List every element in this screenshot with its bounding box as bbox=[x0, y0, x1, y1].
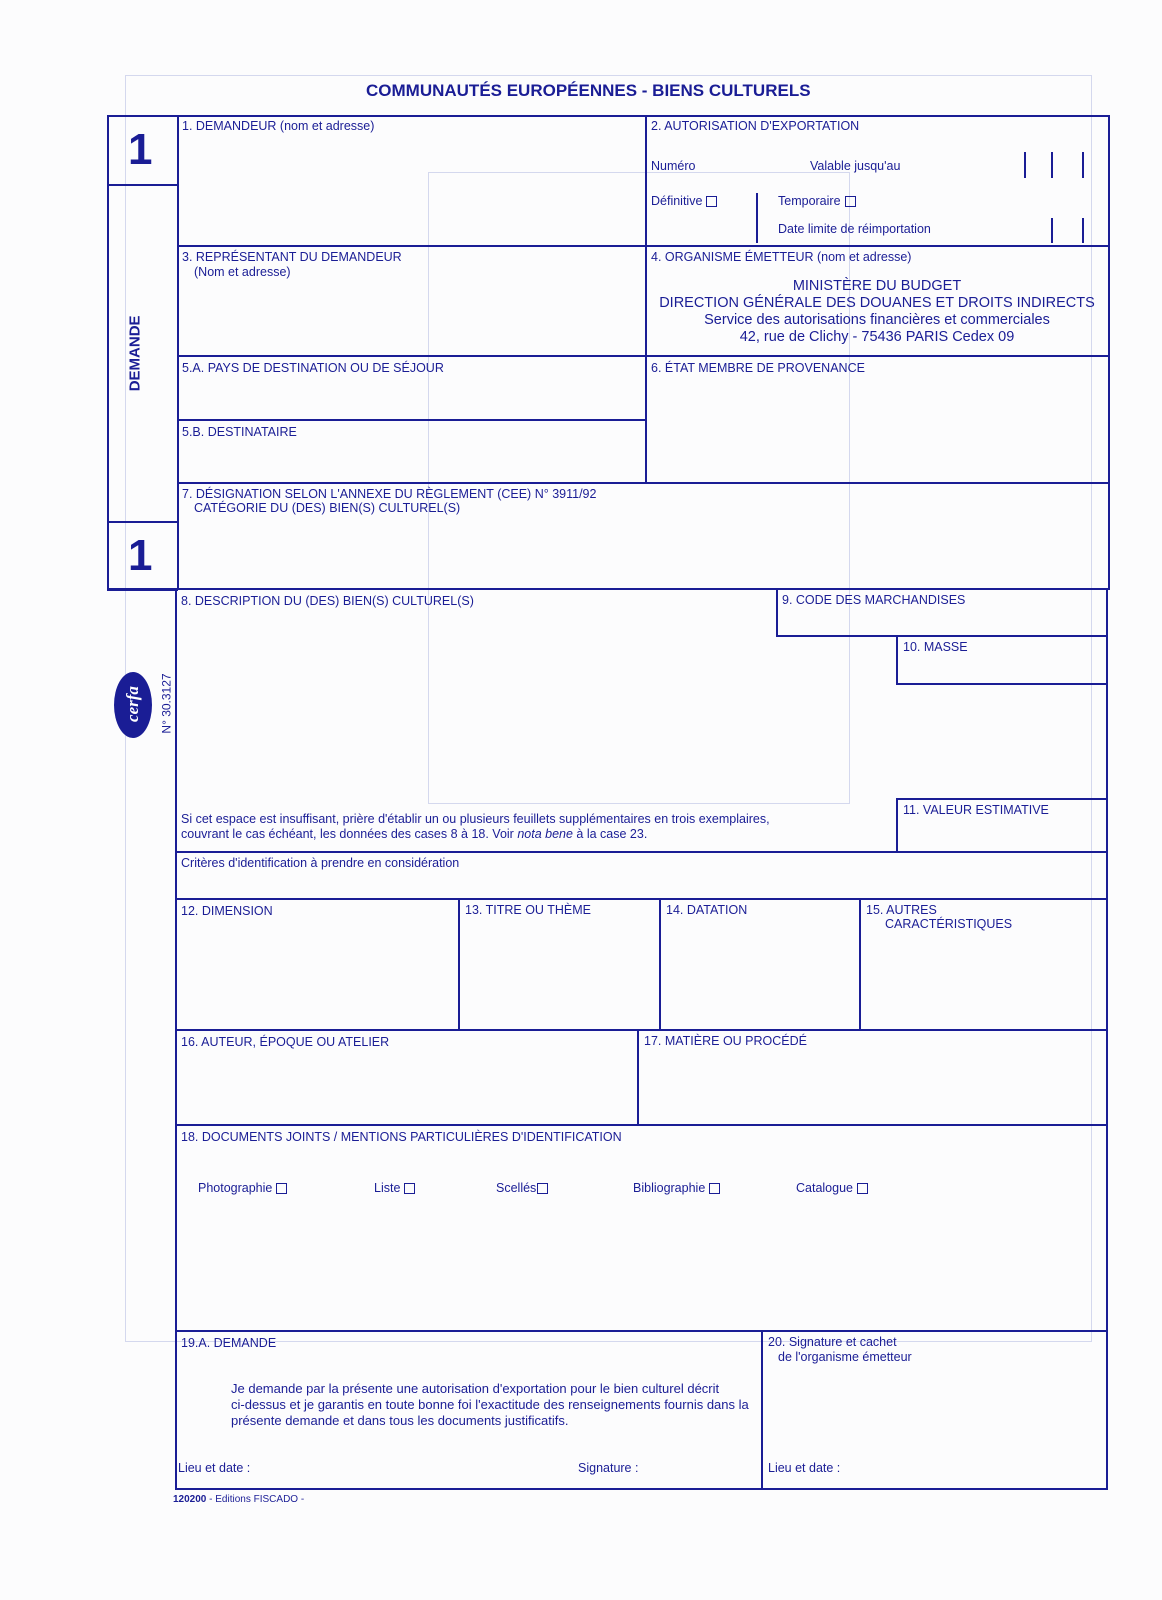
checkbox-icon bbox=[857, 1183, 868, 1194]
box3-label: 3. REPRÉSENTANT DU DEMANDEUR bbox=[182, 250, 402, 264]
box8-label: 8. DESCRIPTION DU (DES) BIEN(S) CULTUREL(S) bbox=[181, 594, 474, 608]
box9-label: 9. CODE DES MARCHANDISES bbox=[782, 593, 966, 607]
checkbox-icon bbox=[845, 196, 856, 207]
box7-sub: CATÉGORIE DU (DES) BIEN(S) CULTUREL(S) bbox=[194, 501, 461, 515]
box10-label: 10. MASSE bbox=[903, 640, 968, 654]
declaration-text: Je demande par la présente une autorisation d'exportation pour le bien culturel décrit ci-dessus et je garantis en toute bonne foi l'exactitude des renseignements fournis dans la présente demande et dans tous les documents justificatifs. bbox=[231, 1381, 749, 1428]
box3-sub: (Nom et adresse) bbox=[194, 265, 291, 279]
box7-label: 7. DÉSIGNATION SELON L'ANNEXE DU RÈGLEMENT (CEE) N° 3911/92 bbox=[182, 487, 597, 501]
criteria-label: Critères d'identification à prendre en considération bbox=[181, 856, 460, 870]
box15-sub: CARACTÉRISTIQUES bbox=[885, 917, 1013, 931]
copy-label: DEMANDE bbox=[126, 315, 144, 392]
form-title: COMMUNAUTÉS EUROPÉENNES - BIENS CULTURELS bbox=[366, 81, 811, 100]
option-scelles[interactable]: Scellés bbox=[496, 1181, 548, 1197]
valable-label: Valable jusqu'au bbox=[810, 159, 901, 173]
option-catalogue[interactable]: Catalogue bbox=[796, 1181, 868, 1197]
box4-label: 4. ORGANISME ÉMETTEUR (nom et adresse) bbox=[651, 250, 912, 264]
checkbox-icon bbox=[706, 196, 717, 207]
box1-label: 1. DEMANDEUR (nom et adresse) bbox=[182, 119, 375, 133]
box8-note-line1: Si cet espace est insuffisant, prière d'établir un ou plusieurs feuillets supplémentaires en trois exemplaires, bbox=[181, 812, 770, 826]
lieu-date-20: Lieu et date : bbox=[768, 1461, 841, 1475]
box14-label: 14. DATATION bbox=[666, 903, 748, 917]
box2-label: 2. AUTORISATION D'EXPORTATION bbox=[651, 119, 860, 133]
box17-label: 17. MATIÈRE OU PROCÉDÉ bbox=[644, 1034, 807, 1048]
box18-label: 18. DOCUMENTS JOINTS / MENTIONS PARTICULIÈRES D'IDENTIFICATION bbox=[181, 1130, 622, 1144]
box6-label: 6. ÉTAT MEMBRE DE PROVENANCE bbox=[651, 361, 865, 375]
lieu-date-19: Lieu et date : bbox=[178, 1461, 251, 1475]
option-liste[interactable]: Liste bbox=[374, 1181, 415, 1197]
checkbox-icon bbox=[537, 1183, 548, 1194]
box15-label: 15. AUTRES bbox=[866, 903, 937, 917]
box5b-label: 5.B. DESTINATAIRE bbox=[182, 425, 297, 439]
date-limite-label: Date limite de réimportation bbox=[778, 222, 931, 236]
definitive-checkbox[interactable]: Définitive bbox=[651, 194, 717, 210]
option-bibliographie[interactable]: Bibliographie bbox=[633, 1181, 720, 1197]
signature-label: Signature : bbox=[578, 1461, 639, 1475]
box5a-label: 5.A. PAYS DE DESTINATION OU DE SÉJOUR bbox=[182, 361, 444, 375]
box8-note-line2: couvrant le cas échéant, les données des cases 8 à 18. Voir nota bene à la case 23. bbox=[181, 827, 648, 841]
box20-label: 20. Signature et cachet bbox=[768, 1335, 897, 1349]
copy-number-top: 1 bbox=[128, 125, 153, 174]
box12-label: 12. DIMENSION bbox=[181, 904, 273, 918]
copy-number-bottom: 1 bbox=[128, 531, 153, 580]
box13-label: 13. TITRE OU THÈME bbox=[465, 903, 591, 917]
issuer-address: MINISTÈRE DU BUDGET DIRECTION GÉNÉRALE DES DOUANES ET DROITS INDIRECTS Service des autorisations financières et commerciales 42, rue de Clichy - 75436 PARIS Cedex 09 bbox=[659, 278, 1095, 345]
numero-label: Numéro bbox=[651, 159, 696, 173]
footer: 120200 - Editions FISCADO - bbox=[173, 1494, 305, 1505]
checkbox-icon bbox=[709, 1183, 720, 1194]
checkbox-icon bbox=[404, 1183, 415, 1194]
box11-label: 11. VALEUR ESTIMATIVE bbox=[903, 803, 1049, 817]
cerfa-number: N° 30.3127 bbox=[159, 673, 174, 734]
box16-label: 16. AUTEUR, ÉPOQUE OU ATELIER bbox=[181, 1035, 390, 1049]
temporaire-checkbox[interactable]: Temporaire bbox=[778, 194, 856, 210]
box19-label: 19.A. DEMANDE bbox=[181, 1336, 277, 1350]
cerfa-logo: cerfa bbox=[114, 672, 152, 738]
box20-sub: de l'organisme émetteur bbox=[778, 1350, 912, 1364]
checkbox-icon bbox=[276, 1183, 287, 1194]
option-photographie[interactable]: Photographie bbox=[198, 1181, 287, 1197]
